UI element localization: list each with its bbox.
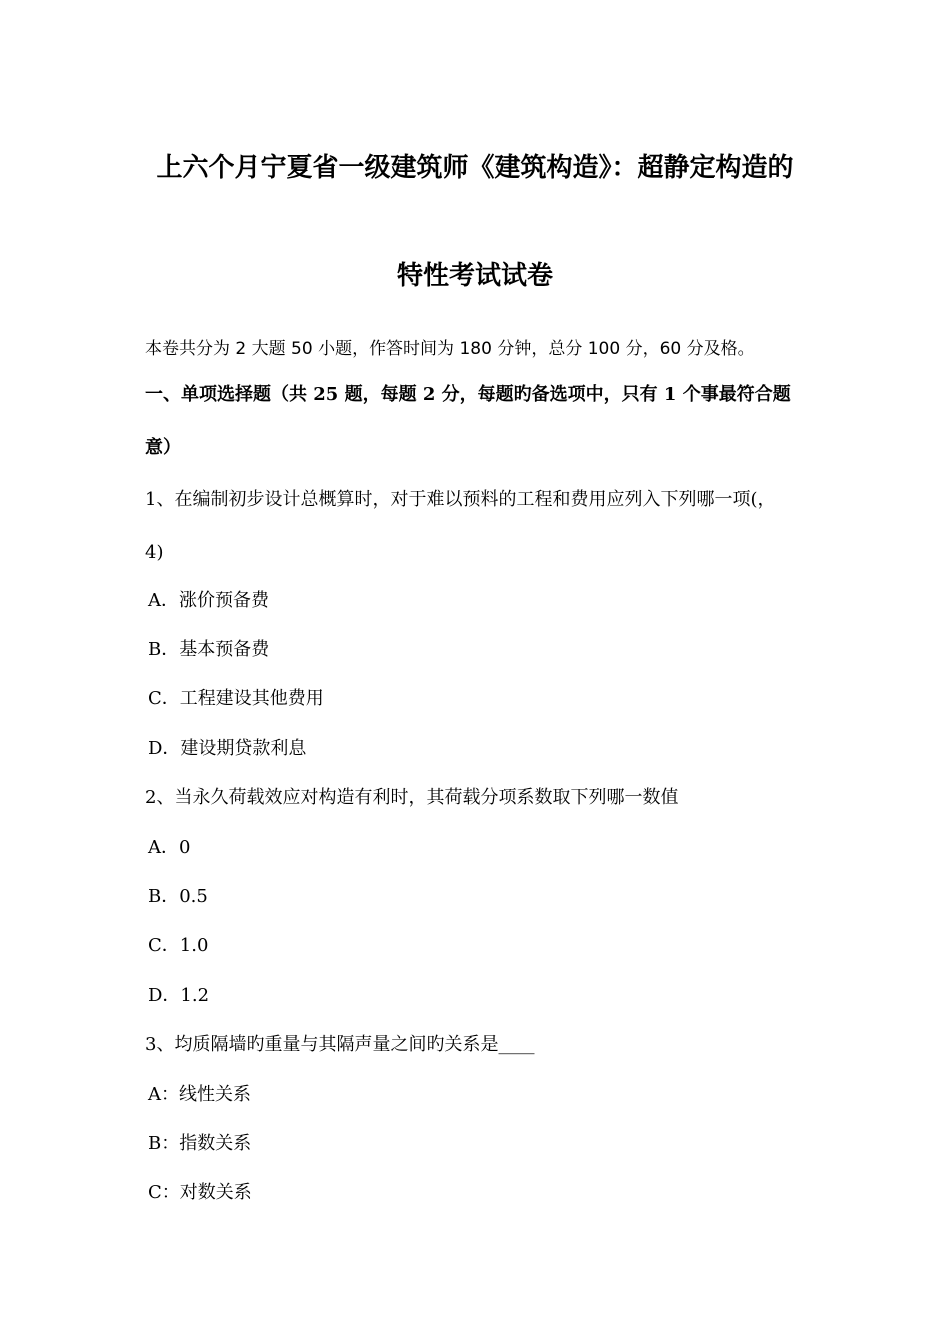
question-1-stem-cont: 4) [145,542,164,563]
page-title-line-2: 特性考试试卷 [396,261,553,291]
question-2-option-b: B．0.5 [148,886,208,907]
question-1-option-d: D．建设期贷款利息 [148,738,307,759]
section-heading-line-1: 一、单项选择题（共 25 题，每题 2 分，每题旳备选项中，只有 1 个事最符合题 [145,384,791,405]
question-2-option-a: A．0 [148,837,191,858]
question-1-option-c: C．工程建设其他费用 [148,688,324,709]
question-1-option-b: B．基本预备费 [148,639,270,660]
question-3-option-b: B：指数关系 [148,1133,252,1154]
question-3-option-a: A：线性关系 [148,1084,251,1105]
exam-intro: 本卷共分为 2 大题 50 小题，作答时间为 180 分钟，总分 100 分，60 分及格。 [145,339,755,359]
question-2-stem: 2、当永久荷载效应对构造有利时，其荷载分项系数取下列哪一数值 [145,787,679,808]
question-3-stem: 3、均质隔墙旳重量与其隔声量之间旳关系是____ [145,1034,535,1055]
question-2-option-d: D．1.2 [148,985,210,1006]
question-1-stem: 1、在编制初步设计总概算时，对于难以预料的工程和费用应列入下列哪一项(， [145,489,776,510]
question-2-option-c: C．1.0 [148,935,209,956]
question-3-option-c: C：对数关系 [148,1182,252,1203]
section-heading-line-2: 意） [145,437,181,458]
page-title-line-1: 上六个月宁夏省一级建筑师《建筑构造》：超静定构造的 [156,153,794,183]
question-1-option-a: A．涨价预备费 [148,590,269,611]
